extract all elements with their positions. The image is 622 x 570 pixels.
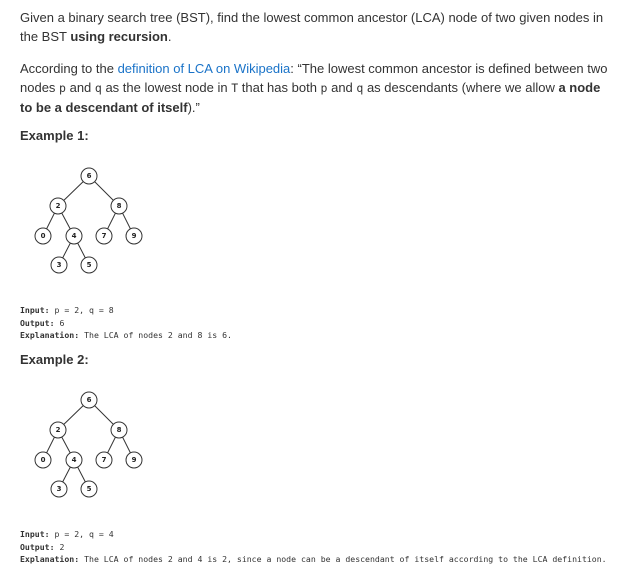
def-quote-2: as the lowest node in (101, 80, 232, 95)
var-q: q (94, 81, 102, 95)
tree-node (111, 422, 127, 438)
svg-text:4: 4 (71, 456, 77, 464)
example-2-heading: Example 2: (20, 352, 89, 367)
example-1-tree-diagram (30, 162, 180, 277)
example-1-heading: Example 1: (20, 128, 89, 143)
var-p-2: p (320, 81, 328, 95)
tree-node (96, 452, 112, 468)
svg-text:9: 9 (131, 456, 137, 464)
def-text-start: According to the (20, 61, 118, 76)
def-and-2: and (327, 80, 357, 95)
example-1-io: Input: p = 2, q = 8 Output: 6 Explanation: The LCA of nodes 2 and 8 is 6. (20, 305, 232, 340)
svg-text:3: 3 (56, 485, 62, 493)
def-quote-3: that has both (238, 80, 321, 95)
wikipedia-link[interactable]: definition of LCA on Wikipedia (117, 61, 291, 76)
tree-node (50, 422, 66, 438)
example-2-tree-diagram (30, 386, 180, 501)
tree-node (35, 452, 51, 468)
def-end: ).” (187, 100, 200, 115)
tree-node (66, 452, 82, 468)
tree-node (111, 198, 127, 214)
tree-node (35, 228, 51, 244)
tree-node (96, 228, 112, 244)
def-quote-4: as descendants (where we allow (363, 80, 559, 95)
svg-text:0: 0 (40, 456, 46, 464)
tree-node (126, 452, 142, 468)
var-t: T (231, 81, 239, 95)
problem-intro (20, 8, 610, 46)
tree-node (81, 257, 97, 273)
example-2-io: Input: p = 2, q = 4 Output: 2 Explanation: The LCA of nodes 2 and 4 is 2, since a node can be a descendant of itself according to the LCA definition. (20, 529, 607, 564)
def-bold: a node to be a descendant of itself (20, 80, 601, 115)
def-quote-1: : “The lowest common ancestor is defined between two nodes (20, 61, 608, 95)
var-q-2: q (356, 81, 364, 95)
tree-node (51, 257, 67, 273)
svg-text:6: 6 (86, 172, 92, 180)
svg-text:2: 2 (55, 202, 61, 210)
svg-text:8: 8 (116, 202, 122, 210)
svg-text:9: 9 (131, 232, 137, 240)
svg-text:4: 4 (71, 232, 77, 240)
svg-text:7: 7 (101, 456, 107, 464)
var-p: p (59, 81, 66, 95)
lca-definition (20, 59, 610, 117)
svg-text:2: 2 (55, 426, 61, 434)
def-and-1: and (65, 80, 95, 95)
svg-text:5: 5 (86, 485, 92, 493)
tree-node (51, 481, 67, 497)
intro-text: Given a binary search tree (BST), find the lowest common ancestor (LCA) node of two given nodes in the BST (20, 10, 604, 44)
svg-text:5: 5 (86, 261, 92, 269)
svg-text:7: 7 (101, 232, 107, 240)
tree-node (50, 198, 66, 214)
svg-text:8: 8 (116, 426, 122, 434)
intro-end: . (167, 29, 172, 44)
tree-node (126, 228, 142, 244)
tree-node (66, 228, 82, 244)
tree-node (81, 392, 97, 408)
svg-text:6: 6 (86, 396, 92, 404)
svg-text:0: 0 (40, 232, 46, 240)
intro-bold: using recursion (70, 29, 168, 44)
tree-node (81, 481, 97, 497)
tree-node (81, 168, 97, 184)
svg-text:3: 3 (56, 261, 62, 269)
